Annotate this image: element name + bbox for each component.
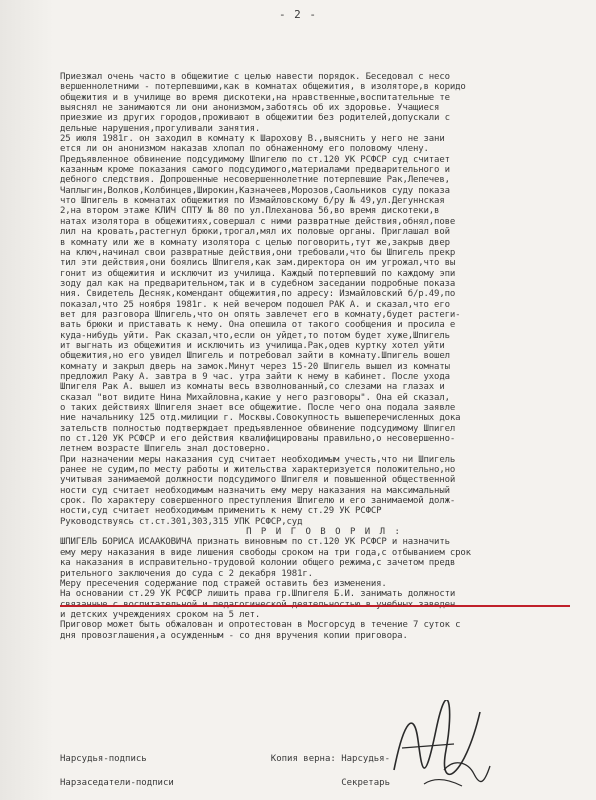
body-line: ранее не судим,по месту работы и жительства характеризуется положительно,но	[60, 465, 456, 476]
body-line: При назначении меры наказания суд считает необходимым учесть,что ни Шпигель	[60, 454, 456, 465]
body-line: сказал "вот видите Нина Михайловна,какие у него разговоры". Она ей сказал,	[60, 392, 450, 403]
body-line: учитывая занимаемой должности подсудимого Шпигеля и повышенной общественной	[60, 475, 456, 486]
secretary-label: Секретарь	[341, 778, 390, 788]
body-line: куда-нибудь уйти. Рак сказал,что,если он уйдет,то потом будет хуже,Шпигель	[60, 330, 450, 341]
body-line: ности,суд считает необходимым применить к нему ст.29 УК РСФСР	[60, 506, 382, 517]
sentence-line: Приговор может быть обжалован и опротестован в Мосгорсуд в течение 7 суток с	[60, 620, 461, 631]
body-line: натах изолятора в общежитиях,совершал с ними развратные действия,обнял,пове	[60, 216, 456, 227]
sentence-line: ка наказания в исправительно-трудовой колонии общего режима,с зачетом предв	[60, 558, 456, 569]
body-line: ния. Свидетель Десняк,комендант общежития,по адресу: Измайловский б/р.49,по	[60, 289, 456, 300]
body-line: выяснял не занимаются ли они анонизмом,заботясь об их здоровье. Учащиеся	[60, 103, 440, 114]
body-line: ит выгнать из общежития и исключить из училища.Рак,одев куртку хотел уйти	[60, 340, 445, 351]
body-line: зоду дал как на предварительном,так и в судебном заседании подробные показа	[60, 278, 456, 289]
sentence-line: На основании ст.29 УК РСФСР лишить права гр.Шпигеля Б.И. занимать должности	[60, 589, 456, 600]
body-line: вет для разговора Шпигель,что он опять завлечет его в комнату,будет растеги-	[60, 309, 461, 320]
body-line: дельные нарушения,прогуливали занятия.	[60, 123, 261, 134]
sentence-line: ШПИГЕЛЬ БОРИСА ИСААКОВИЧА признать виновным по ст.120 УК РСФСР и назначить	[60, 537, 450, 548]
body-line: на ключ,начинал свои развратные действия,они требовали,что бы Шпигель прекр	[60, 247, 456, 258]
document-body	[60, 72, 588, 732]
body-line: вершеннолетними - потерпевшими,как в комнатах общежития, в изоляторе,в коридо	[60, 82, 466, 93]
body-line: общежития и в училище во время дискотеки,на нравственные,воспитательные те	[60, 92, 450, 103]
footer-row-assessors	[60, 771, 390, 795]
sentence-line: ему меру наказания в виде лишения свободы сроком на три года,с отбыванием срок	[60, 547, 471, 558]
signature-block	[60, 747, 390, 795]
body-line: общежития,но его увидел Шпигель и потребовал зайти в комнату.Шпигель вошел	[60, 351, 450, 362]
body-line: приезжие из других городов,проживают в общежитии без родителей,допускали с	[60, 113, 450, 124]
sentence-line: и детских учреждениях сроком на 5 лет.	[60, 609, 261, 620]
body-line: предложил Раку А. завтра в 9 час. утра зайти к нему в кабинет. После ухода	[60, 371, 450, 382]
scan-edge-shadow	[0, 0, 54, 800]
body-line: 2,на втором этаже КЛИЧ СПТУ № 80 по ул.Плеханова 56,во время дискотеки,в	[60, 206, 440, 217]
judge-signature-label: Нарсудья-подпись	[60, 754, 147, 764]
body-line: что Шпигель в комнатах общежития по Измайловскому б/ру № 49,ул.Дегуннская	[60, 196, 445, 207]
body-line: казанным кроме показания самого подсудимого,материалами предварительного и	[60, 165, 450, 176]
body-line: тил эти действия,они боялись Шпигеля,как зам.директора он им угрожал,что вы	[60, 258, 456, 269]
sentence-line: рительного заключения до суда с 2 декабря 1981г.	[60, 568, 313, 579]
sentence-line: Меру пресечения содержание под стражей оставить без изменения.	[60, 578, 387, 589]
body-line: срок. По характеру совершенного преступления Шпигелю и его занимаемой долж-	[60, 496, 456, 507]
page-number: - 2 -	[278, 8, 318, 21]
assessors-signature-label: Нарзаседатели-подписи	[60, 778, 174, 788]
sentence-line: дня провозглашения,а осужденным - со дня вручения копии приговора.	[60, 630, 408, 641]
body-line: 25 июля 1981г. он заходил в комнату к Шарохову В.,выяснить у него не зани	[60, 134, 445, 145]
copy-true-label: Копия верна: Нарсудья-	[270, 754, 390, 764]
handwritten-signature	[384, 700, 494, 792]
body-line: лил на кровать,растегнул брюки,трогал,мял их половые органы. Приглашал вой	[60, 227, 450, 238]
body-line: вать брюки и приставать к нему. Она опешила от такого сообщения и просила е	[60, 320, 456, 331]
footer-row-judge	[60, 747, 390, 771]
body-line: дебного следствия. Допрошенные несовершеннолетние потерпевшие Рак,Лепечев,	[60, 175, 450, 186]
verdict-heading: П Р И Г О В О Р И Л :	[246, 527, 402, 538]
body-line: о таких действиях Шпигеля знает все общежитие. После чего она подала заявле	[60, 403, 456, 413]
body-line: ности суд считает необходимым назначить ему меру наказания на максимальный	[60, 485, 450, 496]
body-line: в комнату или же в комнату изолятора с целью поговорить,тут же,закрыв двер	[60, 237, 450, 248]
body-line: Приезжал очень часто в общежитие с целью навести порядок. Беседовал с несо	[60, 72, 450, 82]
body-line: показал,что 25 ноября 1981г. к ней вечером подошел РАК А. и сказал,что его	[60, 299, 450, 310]
body-line: летнем возрасте Шпигель знал достоверно.	[60, 444, 271, 455]
body-line: Руководствуясь ст.ст.301,303,315 УПК РСФСР,суд	[60, 516, 303, 527]
body-line: Чаплыгин,Волков,Колбинцев,Широкин,Казначеев,Морозов,Саольников суду показа	[60, 185, 450, 196]
body-line: Предъявленное обвинение подсудимому Шпигелю по ст.120 УК РСФСР суд считает	[60, 154, 450, 165]
body-line: комнату и закрыл дверь на замок.Минут через 15-20 Шпигель вышел из комнаты	[60, 361, 450, 372]
red-underline	[60, 605, 570, 607]
body-line: ние начальнику 125 отд.милиции г. Москвы.Совокупность вышеперечисленных дока	[60, 413, 461, 424]
body-line: Шпигеля Рак А. вышел из комнаты весь взволнованный,со слезами на глазах и	[60, 382, 445, 393]
body-line: ется ли он анонизмом наказав хлопал по обнаженному его половому члену.	[60, 144, 429, 155]
body-line: гонит из общежития и исключит из училища. Каждый потерпевший по каждому эпи	[60, 268, 456, 279]
body-line: по ст.120 УК РСФСР и его действия квалифицированы правильно,о несовершенно-	[60, 434, 456, 445]
body-line: зательств полностью подтверждает предъявленное обвинение подсудимому Шпигел	[60, 423, 456, 434]
